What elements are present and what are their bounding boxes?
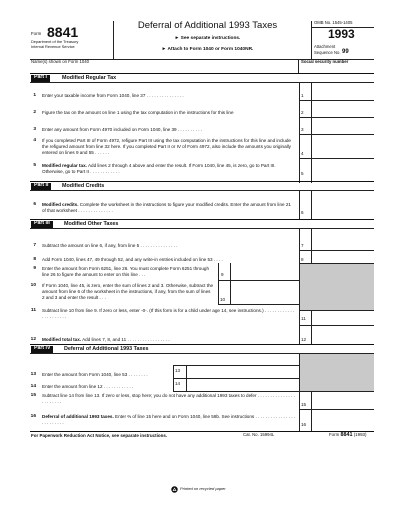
line-2-text: Figure the tax on the amount on line 1 using the tax computation in the instructions for this line xyxy=(42,110,234,115)
line-8-box-label: 8 xyxy=(301,257,304,262)
line-5-text xyxy=(42,163,296,175)
line-6-text-rest: Complete the worksheet in the instructions to figure your modified credits. Enter the amount from line 21 of that worksheet . . . . . . . . . . . . . . xyxy=(42,202,291,213)
line-12-number: 12 xyxy=(30,337,36,342)
attach-note: ► Attach to Form 1040 or Form 1040NR. xyxy=(161,47,254,52)
line-10-text: If Form 1040, line 45, is zero, enter the sum of lines 2 and 3. Otherwise, subtract the amount from line 6 of the worksheet in the instructions, if any, from the sum of lines 2 and 3 and enter the result . . . xyxy=(42,283,214,300)
line-16-box-label: 16 xyxy=(301,422,307,427)
line-16-text-bold: Deferral of additional 1993 taxes. xyxy=(42,414,114,419)
line-8-amount[interactable] xyxy=(312,252,373,262)
name-field-label: Name(s) shown on Form 1040 xyxy=(31,59,90,64)
line-3-amount[interactable] xyxy=(312,119,373,133)
line-1-number: 1 xyxy=(33,93,36,98)
part-2-badge: Part II xyxy=(31,183,51,190)
sequence-number: 99 xyxy=(342,49,349,55)
line-11-box-label: 11 xyxy=(301,316,306,321)
shaded-area-2 xyxy=(300,354,374,391)
line-9-amount[interactable] xyxy=(231,264,297,279)
line-8-text: Add Form 1040, lines 47, 49 through 52, and any write-in entries included on line 53 . . . . xyxy=(42,257,223,262)
recycle-icon xyxy=(171,486,178,493)
line-4-text: If you completed Part III of Form 4972, refigure Part III using the tax computation in the instructions for this line and include the refigured amount from line 32 here. If you completed Part II or IV of Form 4972, also include the amounts you originally entered on lines 9 and 55 . . . . . . xyxy=(42,138,291,155)
line-14-box-label: 14 xyxy=(175,381,181,386)
line-7-text: Subtract the amount on line 6, if any, from line 5 . . . . . . . . . . . . . . . xyxy=(42,243,178,248)
line-6-text xyxy=(42,202,296,214)
omb-number: OMB No. 1545-1405 xyxy=(314,20,353,25)
line-7-box-label: 7 xyxy=(301,243,304,248)
footer-form-number: 8841 xyxy=(340,432,353,438)
part-2-title: Modified Credits xyxy=(62,182,105,189)
shaded-area xyxy=(300,263,374,310)
catalog-number: Cat. No. 15994L xyxy=(243,432,275,437)
ssn-input[interactable] xyxy=(301,65,373,72)
form-title: Deferral of Additional 1993 Taxes xyxy=(137,20,278,31)
line-16-text xyxy=(42,414,296,426)
line-10-box-label: 10 xyxy=(220,297,226,302)
part-4-title: Deferral of Additional 1993 Taxes xyxy=(64,345,149,352)
paperwork-notice: For Paperwork Reduction Act Notice, see separate instructions. xyxy=(31,433,168,438)
line-12-amount[interactable] xyxy=(312,330,373,343)
ssn-field-label: Social security number xyxy=(301,59,349,64)
line-4-amount[interactable] xyxy=(312,136,373,157)
line-12-text-rest: Add lines 7, 8, and 11 . . . . . . . . . . . . . . . . . xyxy=(81,337,170,342)
line-5-text-rest: Add lines 2 through 4 above and enter the result. If Form 1040, line 45, is zero, go to Part III. Otherwise, go to Part II . . . . . . . . . . . . xyxy=(42,163,276,174)
line-2-amount[interactable] xyxy=(312,102,373,116)
line-13-amount[interactable] xyxy=(187,366,298,377)
form-label: Form xyxy=(31,31,42,36)
line-16-text-rest: Enter ⅔ of line 15 here and on Form 1040, line 58b. See instructions . . . . . . . . . . . . . . . . . . . . . . . . . xyxy=(42,414,296,425)
footer-form-id xyxy=(329,432,366,438)
line-3-box-label: 3 xyxy=(301,127,304,132)
line-15-text: Subtract line 14 from line 13. If zero or less, stop here; you do not have any additional 1993 taxes to defer . . . . . . . . . . . . . . . . . . . . . . . xyxy=(42,393,295,404)
line-12-text-bold: Modified total tax. xyxy=(42,337,82,342)
line-6-number: 6 xyxy=(33,202,36,207)
line-14-text: Enter the amount from line 12 . . . . . . . . . . . . xyxy=(42,384,134,389)
line-15-number: 15 xyxy=(30,393,36,398)
line-5-text-bold: Modified regular tax. xyxy=(42,163,87,168)
name-input[interactable] xyxy=(31,65,296,72)
part-1-title: Modified Regular Tax xyxy=(62,74,117,81)
line-6-amount[interactable] xyxy=(312,198,373,218)
line-8-number: 8 xyxy=(33,257,36,262)
line-5-amount[interactable] xyxy=(312,160,373,181)
line-1-box-label: 1 xyxy=(301,93,304,98)
line-11-amount[interactable] xyxy=(312,311,373,324)
line-7-amount[interactable] xyxy=(312,237,373,249)
line-6-box-label: 6 xyxy=(301,210,304,215)
line-12-box-label: 12 xyxy=(301,337,307,342)
line-14-amount[interactable] xyxy=(187,379,298,390)
form-number: 8841 xyxy=(47,24,79,40)
recycled-paper-note: Printed on recycled paper xyxy=(180,486,226,491)
line-5-box-label: 5 xyxy=(301,171,304,176)
line-15-amount[interactable] xyxy=(312,392,373,408)
line-11-text: Subtract line 10 from line 9. If zero or less, enter -0-. (If this form is for a child under age 14, see instructions.) . . . . . . . . . . . . . . . . . . . . . . xyxy=(42,308,295,319)
line-10-number: 10 xyxy=(30,283,36,288)
line-2-number: 2 xyxy=(33,110,36,115)
part-1-badge: Part I xyxy=(31,75,50,82)
line-13-text: Enter the amount from Form 1040, line 53 . . . . . . . . xyxy=(42,372,148,377)
line-16-amount[interactable] xyxy=(312,411,373,430)
line-12-text xyxy=(42,337,297,342)
line-14-number: 14 xyxy=(30,384,36,389)
see-instructions-note: ► See separate instructions. xyxy=(174,36,241,41)
line-4-box-label: 4 xyxy=(301,151,304,156)
line-5-number: 5 xyxy=(33,163,36,168)
sequence-label: Sequence No. xyxy=(314,50,341,55)
tax-year: 1993 xyxy=(328,27,355,41)
line-13-box-label: 13 xyxy=(175,368,181,373)
line-7-number: 7 xyxy=(33,243,36,248)
line-1-text: Enter your taxable income from Form 1040, line 37 . . . . . . . . . . . . . . . xyxy=(42,93,184,98)
line-15-box-label: 15 xyxy=(301,402,307,407)
line-10-amount[interactable] xyxy=(231,282,297,303)
footer-form-year: (1993) xyxy=(353,432,367,437)
line-9-text: Enter the amount from Form 6251, line 26. You must complete Form 6251 through line 26 to figure the amount to enter on this line . . . xyxy=(42,266,209,277)
line-6-text-bold: Modified credits. xyxy=(42,202,79,207)
line-11-number: 11 xyxy=(30,308,36,313)
line-3-text: Enter any amount from Form 4970 included on Form 1040, line 39 . . . . . . . . . . xyxy=(42,127,203,132)
line-1-amount[interactable] xyxy=(312,90,373,100)
line-9-number: 9 xyxy=(33,266,36,271)
line-13-number: 13 xyxy=(30,372,36,377)
footer-form-label: Form xyxy=(329,432,340,437)
line-2-box-label: 2 xyxy=(301,110,304,115)
line-16-number: 16 xyxy=(30,414,36,419)
department-label: Department of the Treasury Internal Revenue Service xyxy=(31,39,79,49)
line-3-number: 3 xyxy=(33,127,36,132)
attachment-label: Attachment xyxy=(314,44,336,49)
line-4-number: 4 xyxy=(33,138,36,143)
part-3-badge: Part III xyxy=(31,221,53,228)
line-9-box-label: 9 xyxy=(221,272,224,277)
part-3-title: Modified Other Taxes xyxy=(64,220,119,227)
part-4-badge: Part IV xyxy=(31,346,53,353)
